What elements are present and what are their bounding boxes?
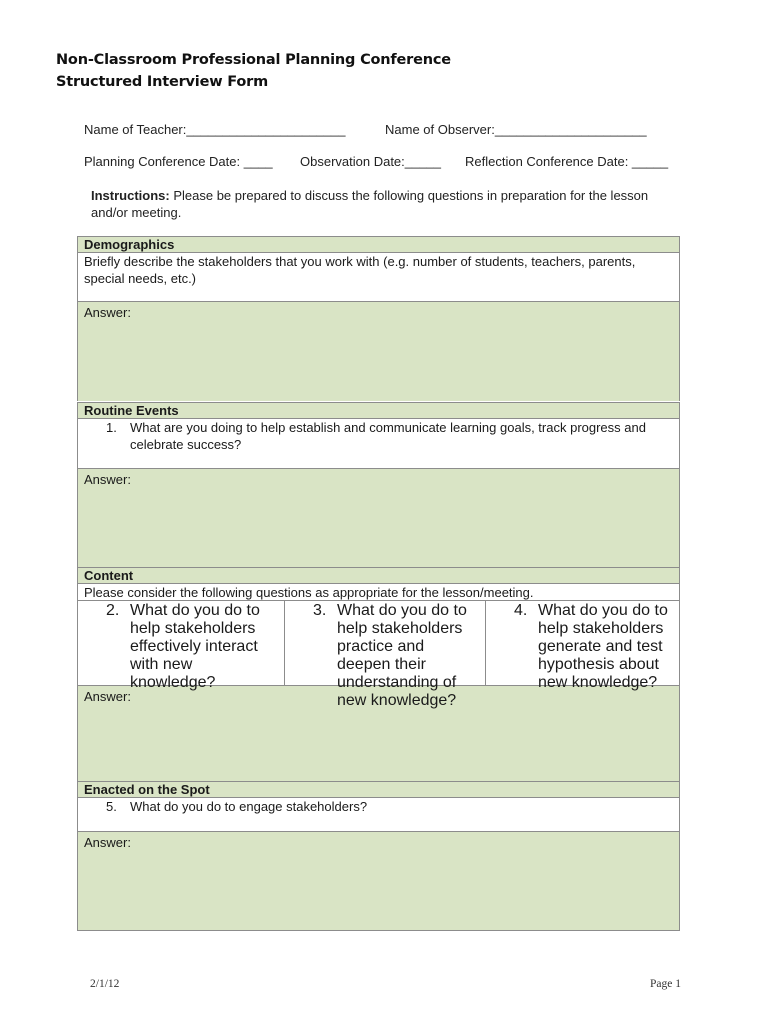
section-enacted-on-the-spot	[77, 781, 680, 931]
teacher-name-field[interactable]: Name of Teacher:______________________	[84, 122, 346, 137]
instructions-label: Instructions:	[91, 188, 170, 203]
answer-label: Answer:	[84, 835, 131, 850]
title-line-1: Non-Classroom Professional Planning Conference	[56, 52, 451, 68]
answer-label: Answer:	[84, 689, 131, 704]
answer-label: Answer:	[84, 305, 131, 320]
question-text: What do you do to help stakeholders practice and deepen their understanding of new knowledge?	[337, 602, 467, 709]
form-title	[56, 49, 451, 93]
demographics-question: Briefly describe the stakeholders that you work with (e.g. number of students, teachers, parents, special needs, etc.)	[78, 253, 679, 301]
answer-label: Answer:	[84, 472, 131, 487]
question-text: What do you do to help stakeholders effectively interact with new knowledge?	[130, 602, 260, 691]
question-text: What do you do to help stakeholders generate and test hypothesis about new knowledge?	[538, 602, 668, 691]
footer-date: 2/1/12	[90, 978, 120, 990]
planning-conference-date-field[interactable]: Planning Conference Date: ____	[84, 154, 273, 169]
instructions	[91, 187, 671, 221]
section-demographics	[77, 236, 680, 401]
title-line-2: Structured Interview Form	[56, 74, 268, 90]
content-intro: Please consider the following questions as appropriate for the lesson/meeting.	[78, 584, 679, 600]
question-number: 4.	[514, 602, 528, 619]
section-heading-enacted: Enacted on the Spot	[78, 781, 679, 798]
observer-name-field[interactable]: Name of Observer:_____________________	[385, 122, 647, 137]
demographics-answer-box[interactable]	[78, 301, 679, 401]
content-question-2	[78, 601, 285, 691]
content-question-4	[486, 601, 679, 691]
routine-question	[78, 419, 679, 468]
observation-date-field[interactable]: Observation Date:_____	[300, 154, 441, 169]
enacted-answer-box[interactable]	[78, 831, 679, 930]
routine-answer-box[interactable]	[78, 468, 679, 567]
content-question-3	[285, 601, 486, 709]
section-content	[77, 567, 680, 782]
question-text: What do you do to engage stakeholders?	[130, 799, 368, 814]
instructions-text: Please be prepared to discuss the following questions in preparation for the lesson and/or meeting.	[91, 188, 649, 220]
section-heading-routine-events: Routine Events	[78, 402, 679, 419]
reflection-conference-date-field[interactable]: Reflection Conference Date: _____	[465, 154, 669, 169]
footer-page-number: Page 1	[650, 978, 681, 990]
question-number: 1.	[106, 420, 117, 435]
enacted-question	[78, 798, 679, 831]
question-text: What are you doing to help establish and communicate learning goals, track progress and celebrate success?	[130, 420, 646, 452]
question-number: 5.	[106, 799, 117, 814]
section-heading-content: Content	[78, 567, 679, 584]
question-number: 3.	[313, 602, 327, 619]
question-number: 2.	[106, 602, 120, 619]
section-heading-demographics: Demographics	[78, 236, 679, 253]
section-routine-events	[77, 402, 680, 567]
